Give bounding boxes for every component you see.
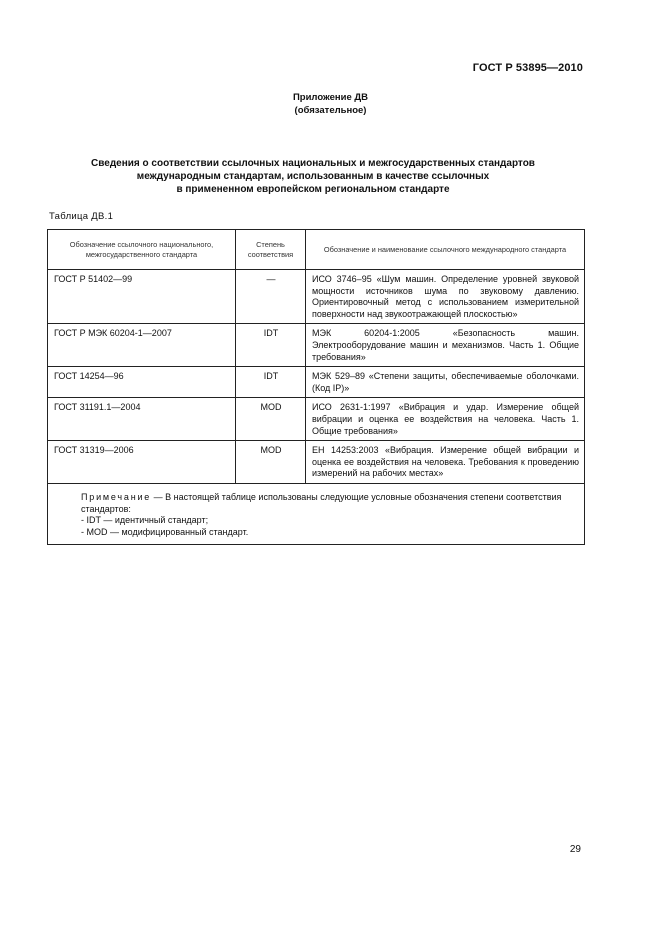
page-number: 29	[569, 844, 581, 855]
heading-line-1: Сведения о соответствии ссылочных национальных и межгосударственных стандартов	[91, 158, 535, 169]
appendix-title: Приложение ДВ	[292, 92, 369, 103]
correspondence-table	[47, 229, 585, 545]
note-label: Примечание	[81, 491, 152, 502]
header-international-standard: Обозначение и наименование ссылочного международного стандарта	[306, 230, 585, 270]
header-national-standard: Обозначение ссылочного национального, межгосударственного стандарта	[48, 230, 236, 270]
cell-degree: IDT	[236, 367, 306, 398]
heading-line-2: международным стандартам, использованным в качестве ссылочных	[136, 171, 490, 182]
table-row	[48, 367, 585, 398]
cell-reference: ИСО 2631-1:1997 «Вибрация и удар. Измерение общей вибрации и оценка ее воздействия на человека. Часть 1. Общие требования»	[306, 398, 585, 441]
note-item-idt: - IDT — идентичный стандарт;	[81, 515, 209, 526]
table-header-row	[48, 230, 585, 270]
note-item-mod: - MOD — модифицированный стандарт.	[81, 526, 249, 537]
cell-standard: ГОСТ 14254—96	[48, 367, 236, 398]
table-row	[48, 441, 585, 484]
cell-reference: ЕН 14253:2003 «Вибрация. Измерение общей вибрации и оценка ее воздействия на человека. Требования к проведению измерений на рабочих местах»	[306, 441, 585, 484]
table-note	[48, 483, 585, 544]
cell-reference: ИСО 3746–95 «Шум машин. Определение уровней звуковой мощности источников шума по звуковому давлению. Ориентировочный метод с использованием измерительной поверхности над звукоотражающей плоскостью»	[306, 270, 585, 324]
table-note-row	[48, 483, 585, 544]
cell-standard: ГОСТ 31319—2006	[48, 441, 236, 484]
cell-standard: ГОСТ Р МЭК 60204-1—2007	[48, 324, 236, 367]
note-text: — В настоящей таблице использованы следующие условные обозначения степени соответствия стандартов:	[81, 491, 562, 514]
note-intro	[81, 492, 574, 515]
cell-degree: MOD	[236, 441, 306, 484]
cell-degree: IDT	[236, 324, 306, 367]
table-row	[48, 270, 585, 324]
header-degree: Степень соответствия	[236, 230, 306, 270]
cell-standard: ГОСТ 31191.1—2004	[48, 398, 236, 441]
cell-degree: MOD	[236, 398, 306, 441]
appendix-heading	[0, 91, 661, 117]
document-code: ГОСТ Р 53895—2010	[472, 62, 583, 74]
appendix-subtitle: (обязательное)	[294, 105, 367, 116]
cell-degree: —	[236, 270, 306, 324]
table-row	[48, 324, 585, 367]
cell-reference: МЭК 60204-1:2005 «Безопасность машин. Электрооборудование машин и механизмов. Часть 1. Общие требования»	[306, 324, 585, 367]
table-label: Таблица ДВ.1	[49, 211, 114, 222]
section-heading	[48, 157, 578, 196]
cell-reference: МЭК 529–89 «Степени защиты, обеспечиваемые оболочками. (Код IP)»	[306, 367, 585, 398]
heading-line-3: в примененном европейском региональном стандарте	[176, 184, 450, 195]
cell-standard: ГОСТ Р 51402—99	[48, 270, 236, 324]
table-row	[48, 398, 585, 441]
